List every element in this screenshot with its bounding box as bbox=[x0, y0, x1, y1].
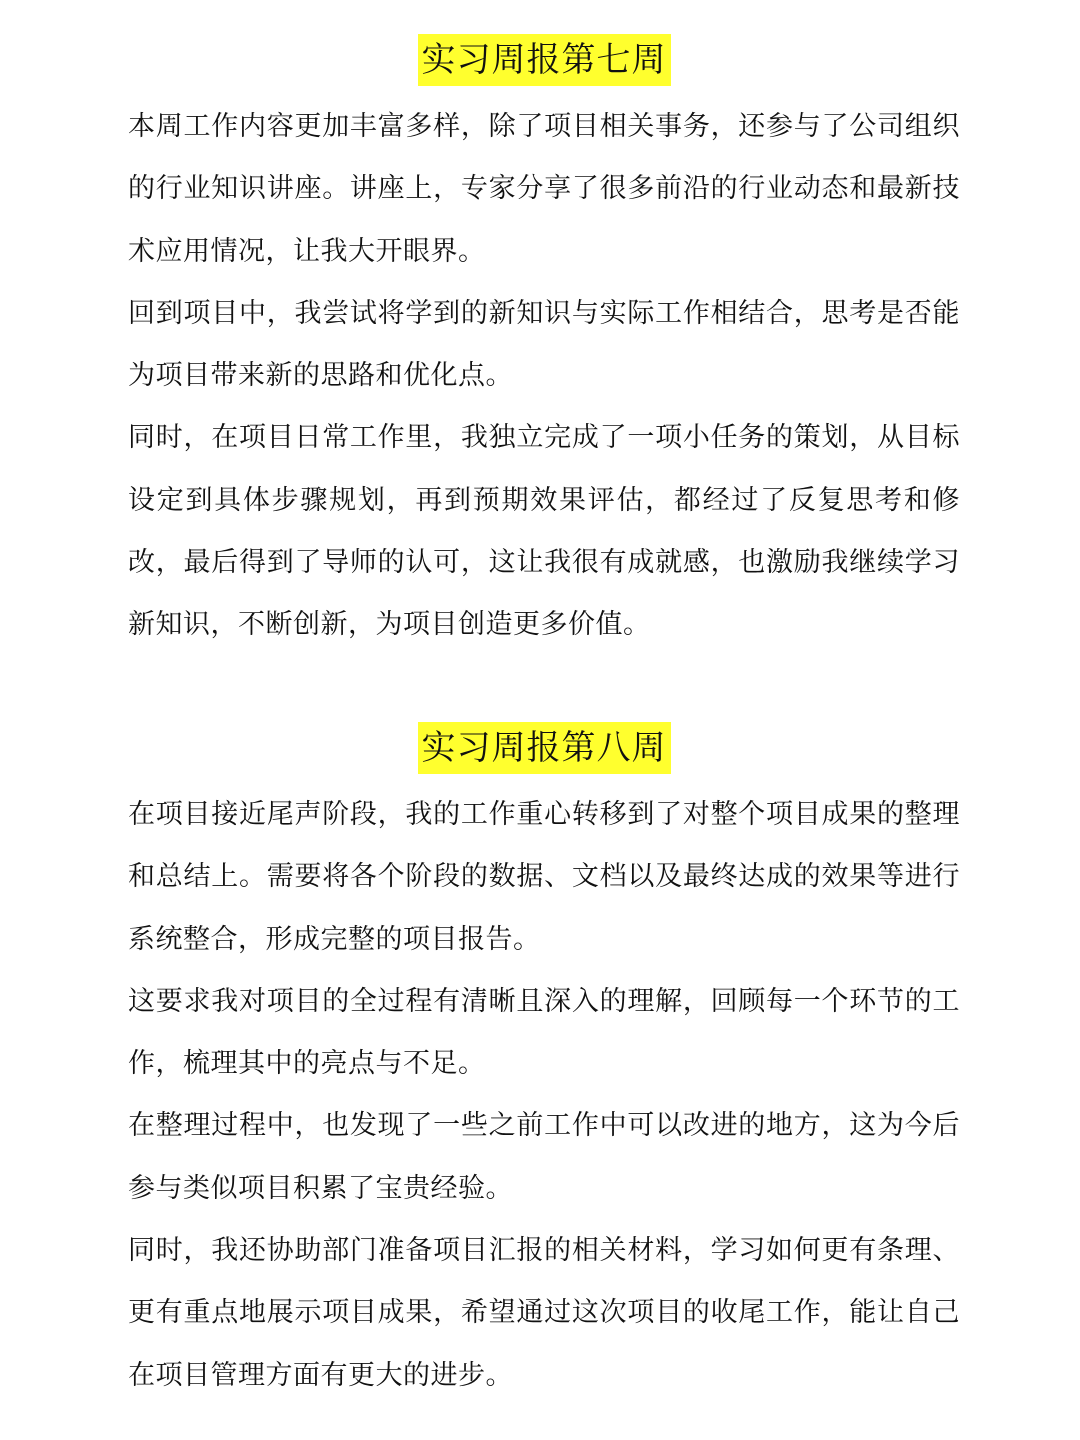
week8-title: 实习周报第八周 bbox=[418, 722, 671, 774]
week8-paragraph-2: 这要求我对项目的全过程有清晰且深入的理解，回顾每一个环节的工作，梳理其中的亮点与不足。 bbox=[128, 985, 960, 1080]
week8-title-wrap bbox=[128, 722, 960, 774]
week7-paragraph-3: 同时，在项目日常工作里，我独立完成了一项小任务的策划，从目标设定到具体步骤规划，再到预期效果评估，都经过了反复思考和修改，最后得到了导师的认可，这让我很有成就感，也激励我继续学习新知识，不断创新，为项目创造更多价值。 bbox=[128, 422, 960, 641]
week7-title-wrap bbox=[128, 34, 960, 86]
week7-title: 实习周报第七周 bbox=[418, 34, 671, 86]
week8-section bbox=[128, 722, 960, 1407]
week8-paragraph-4: 同时，我还协助部门准备项目汇报的相关材料，学习如何更有条理、更有重点地展示项目成果，希望通过这次项目的收尾工作，能让自己在项目管理方面有更大的进步。 bbox=[128, 1235, 960, 1391]
week7-paragraph-1: 本周工作内容更加丰富多样，除了项目相关事务，还参与了公司组织的行业知识讲座。讲座上，专家分享了很多前沿的行业动态和最新技术应用情况，让我大开眼界。 bbox=[128, 111, 960, 267]
week7-paragraph-2: 回到项目中，我尝试将学到的新知识与实际工作相结合，思考是否能为项目带来新的思路和优化点。 bbox=[128, 297, 960, 392]
week8-paragraph-3: 在整理过程中，也发现了一些之前工作中可以改进的地方，这为今后参与类似项目积累了宝贵经验。 bbox=[128, 1110, 960, 1204]
week8-paragraph-1: 在项目接近尾声阶段，我的工作重心转移到了对整个项目成果的整理和总结上。需要将各个阶段的数据、文档以及最终达成的效果等进行系统整合，形成完整的项目报告。 bbox=[128, 799, 960, 955]
week7-section bbox=[128, 34, 960, 657]
